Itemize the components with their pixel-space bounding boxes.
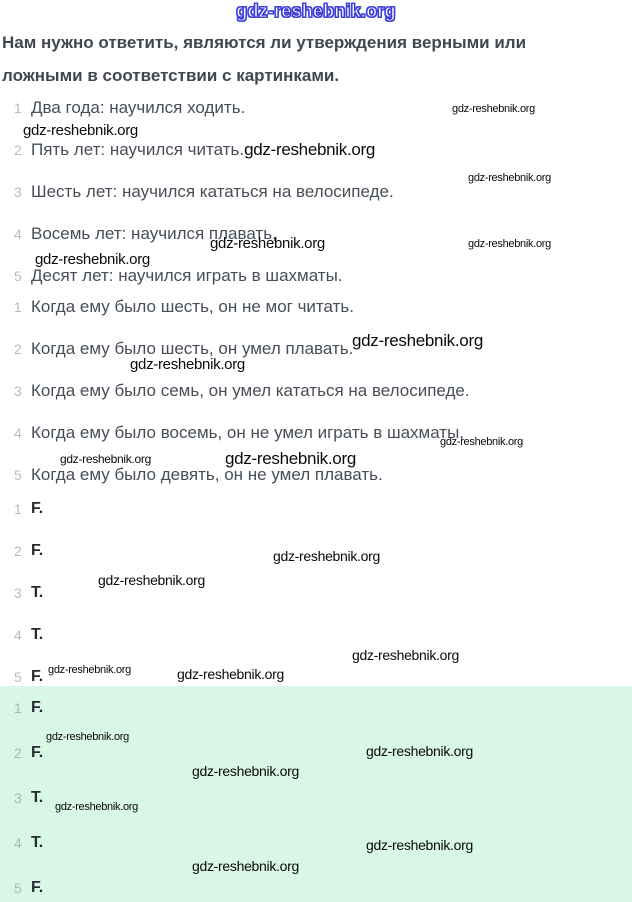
answer-value: F. (31, 542, 44, 559)
answers-list (0, 498, 632, 708)
watermark: gdz-reshebnik.org (23, 122, 138, 139)
watermark: gdz-reshebnik.org (46, 731, 129, 743)
claim-item-1 (0, 296, 632, 338)
item-number: 4 (14, 425, 22, 441)
site-watermark-header: gdz-reshebnik.org (236, 1, 396, 21)
watermark: gdz-reshebnik.org (98, 572, 205, 588)
task-description: Нам нужно ответить, являются ли утверждения верными или ложными в соответствии с картинками. (2, 33, 527, 85)
answer-value: F. (31, 744, 44, 761)
answer-value: F. (31, 879, 44, 896)
claim-item-2 (0, 338, 632, 380)
claims-list (0, 296, 632, 506)
answer-item-2 (0, 742, 632, 787)
item-text: Шесть лет: научился кататься на велосипеде. (31, 182, 394, 201)
item-number: 2 (14, 543, 22, 559)
item-number: 5 (14, 268, 22, 284)
statement-item-3 (0, 181, 632, 223)
watermark: gdz-reshebnik.org (273, 548, 380, 564)
watermark: gdz-reshebnik.org (48, 664, 131, 676)
watermark: gdz-reshebnik.org (366, 837, 473, 853)
answer-value: T. (31, 789, 44, 806)
answer-value: F. (31, 668, 44, 685)
watermark: gdz-reshebnik.org (35, 251, 150, 268)
watermark: gdz-reshebnik.org (352, 331, 483, 350)
watermark: gdz-reshebnik.org (440, 436, 523, 448)
item-text: Когда ему было семь, он умел кататься на велосипеде. (31, 381, 470, 400)
watermark: gdz-reshebnik.org (210, 235, 325, 252)
item-number: 1 (14, 299, 22, 315)
watermark: gdz-reshebnik.org (192, 763, 299, 779)
item-number: 3 (14, 790, 22, 806)
answer-item-3 (0, 582, 632, 624)
item-text: Два года: научился ходить. (31, 98, 246, 117)
item-number: 3 (14, 585, 22, 601)
answer-value: F. (31, 699, 44, 716)
answer-value: F. (31, 500, 44, 517)
claim-item-3 (0, 380, 632, 422)
item-number: 4 (14, 835, 22, 851)
watermark: gdz-reshebnik.org (55, 801, 138, 813)
item-text: Когда ему было шесть, он умел плавать. (31, 339, 354, 358)
item-number: 2 (14, 745, 22, 761)
item-number: 5 (14, 669, 22, 685)
answers-highlighted-section (0, 686, 632, 902)
watermark: gdz-reshebnik.org (130, 356, 245, 373)
item-text: Пять лет: научился читать.gdz-reshebnik.org (31, 140, 376, 159)
item-number: 2 (14, 142, 22, 158)
watermark: gdz-reshebnik.org (452, 103, 535, 115)
watermark: gdz-reshebnik.org (352, 647, 459, 663)
watermark: gdz-reshebnik.org (468, 238, 551, 250)
watermark: gdz-reshebnik.org (366, 743, 473, 759)
answer-item-4 (0, 624, 632, 666)
answer-value: T. (31, 584, 44, 601)
item-text: Когда ему было девять, он не умел плавать. (31, 465, 383, 484)
answer-item-4 (0, 832, 632, 877)
item-text: Восемь лет: научился плавать, (31, 224, 277, 243)
watermark: gdz-reshebnik.org (177, 666, 284, 682)
item-number: 5 (14, 467, 22, 483)
item-number: 1 (14, 700, 22, 716)
item-number: 3 (14, 184, 22, 200)
watermark: gdz-reshebnik.org (244, 140, 376, 159)
answers-highlighted-list (0, 697, 632, 902)
item-number: 4 (14, 627, 22, 643)
answer-item-1 (0, 498, 632, 540)
watermark: gdz-reshebnik.org (468, 172, 551, 184)
item-number: 1 (14, 100, 22, 116)
item-number: 2 (14, 341, 22, 357)
watermark: gdz-reshebnik.org (225, 449, 356, 468)
item-number: 1 (14, 501, 22, 517)
watermark: gdz-reshebnik.org (192, 858, 299, 874)
item-number: 3 (14, 383, 22, 399)
item-text: Когда ему было шесть, он не мог читать. (31, 297, 354, 316)
answer-value: T. (31, 834, 44, 851)
answer-value: T. (31, 626, 44, 643)
item-text: Когда ему было восемь, он не умел играть в шахматы, (31, 423, 465, 442)
item-text: Десят лет: научился играть в шахматы. (31, 266, 343, 285)
item-number: 4 (14, 226, 22, 242)
item-number: 5 (14, 880, 22, 896)
answer-item-5 (0, 877, 632, 902)
watermark: gdz-reshebnik.org (60, 452, 151, 466)
